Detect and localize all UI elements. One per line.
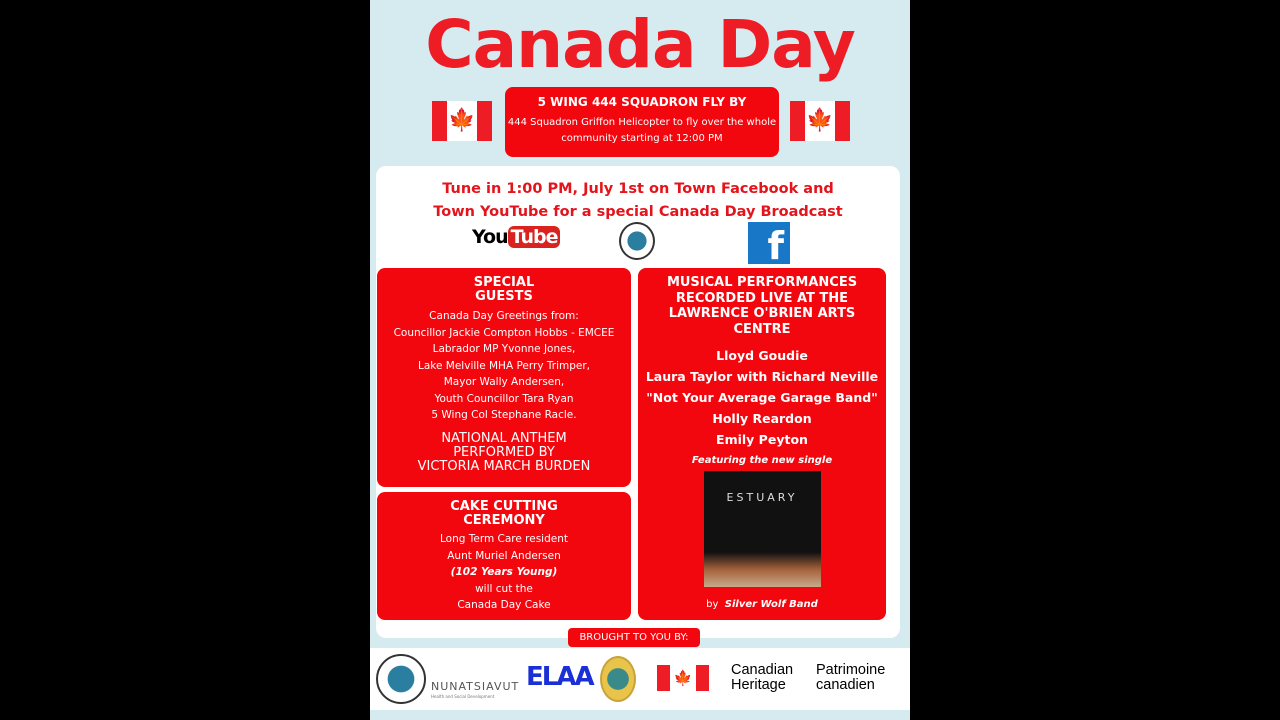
album-cover [704, 471, 821, 587]
canada-flag-icon: 🍁 [432, 101, 492, 141]
elaa-logo: ELAA [526, 662, 593, 692]
cake-heading: CAKE CUTTING CEREMONY [450, 499, 558, 528]
youtube-logo [472, 226, 560, 248]
sponsor-band [370, 648, 910, 710]
tune-in-line: Town YouTube for a special Canada Day Broadcast [433, 204, 843, 220]
squadron-crest-logo [600, 656, 636, 702]
guest-list: Canada Day Greetings from: Councillor Jackie Compton Hobbs - EMCEE Labrador MP Yvonne Jones, Lake Melville MHA Perry Trimper, Mayor Wally Andersen, Youth Councillor Tara Ryan 5 Wing Col Stephane Racle. [393, 310, 615, 421]
flyby-heading: 5 WING 444 SQUADRON FLY BY [537, 95, 747, 109]
town-seal-icon [619, 222, 655, 260]
cake-cutting-box [377, 492, 631, 620]
youtube-you: You [472, 226, 508, 248]
nunatsiavut-logo: NUNATSIAVUT [431, 680, 520, 693]
band-name: Silver Wolf Band [724, 599, 818, 610]
music-heading: MUSICAL PERFORMANCES RECORDED LIVE AT THE LAWRENCE O'BRIEN ARTS CENTRE [666, 275, 858, 337]
canada-flag-icon: 🍁 [790, 101, 850, 141]
patrimoine-canadien-logo: Patrimoine canadien [816, 662, 886, 693]
flyby-box [505, 87, 779, 157]
special-guests-box [377, 268, 631, 487]
featuring-text: Featuring the new single [691, 455, 833, 466]
album-title: ESTUARY [726, 491, 798, 504]
band-credit: by Silver Wolf Band [706, 599, 818, 610]
flyby-text: 444 Squadron Griffon Helicopter to fly over the whole community starting at 12:00 PM [507, 117, 777, 144]
canada-flag-logo: 🍁 [657, 665, 709, 691]
poster-title: Canada Day [425, 6, 855, 83]
musical-performances-box [638, 268, 886, 620]
town-seal-logo [376, 654, 426, 704]
poster [370, 0, 910, 720]
youtube-tube: Tube [508, 226, 561, 248]
canadian-heritage-logo: Canadian Heritage [731, 662, 794, 693]
brought-by-badge: BROUGHT TO YOU BY: [568, 628, 700, 647]
nunatsiavut-subtitle: Health and Social Development [431, 694, 495, 699]
facebook-icon: f [748, 222, 790, 264]
tune-in-text [376, 178, 900, 224]
performer-list: Lloyd Goudie Laura Taylor with Richard Neville "Not Your Average Garage Band" Holly Reardon Emily Peyton [645, 348, 879, 447]
anthem-text: NATIONAL ANTHEM PERFORMED BY VICTORIA MARCH BURDEN [417, 430, 591, 474]
special-guests-heading: SPECIAL GUESTS [473, 275, 535, 304]
tune-in-line: Tune in 1:00 PM, July 1st on Town Facebook and [442, 181, 834, 197]
cake-text: Long Term Care resident Aunt Muriel Andersen (102 Years Young) will cut the Canada Day Cake [439, 533, 568, 611]
